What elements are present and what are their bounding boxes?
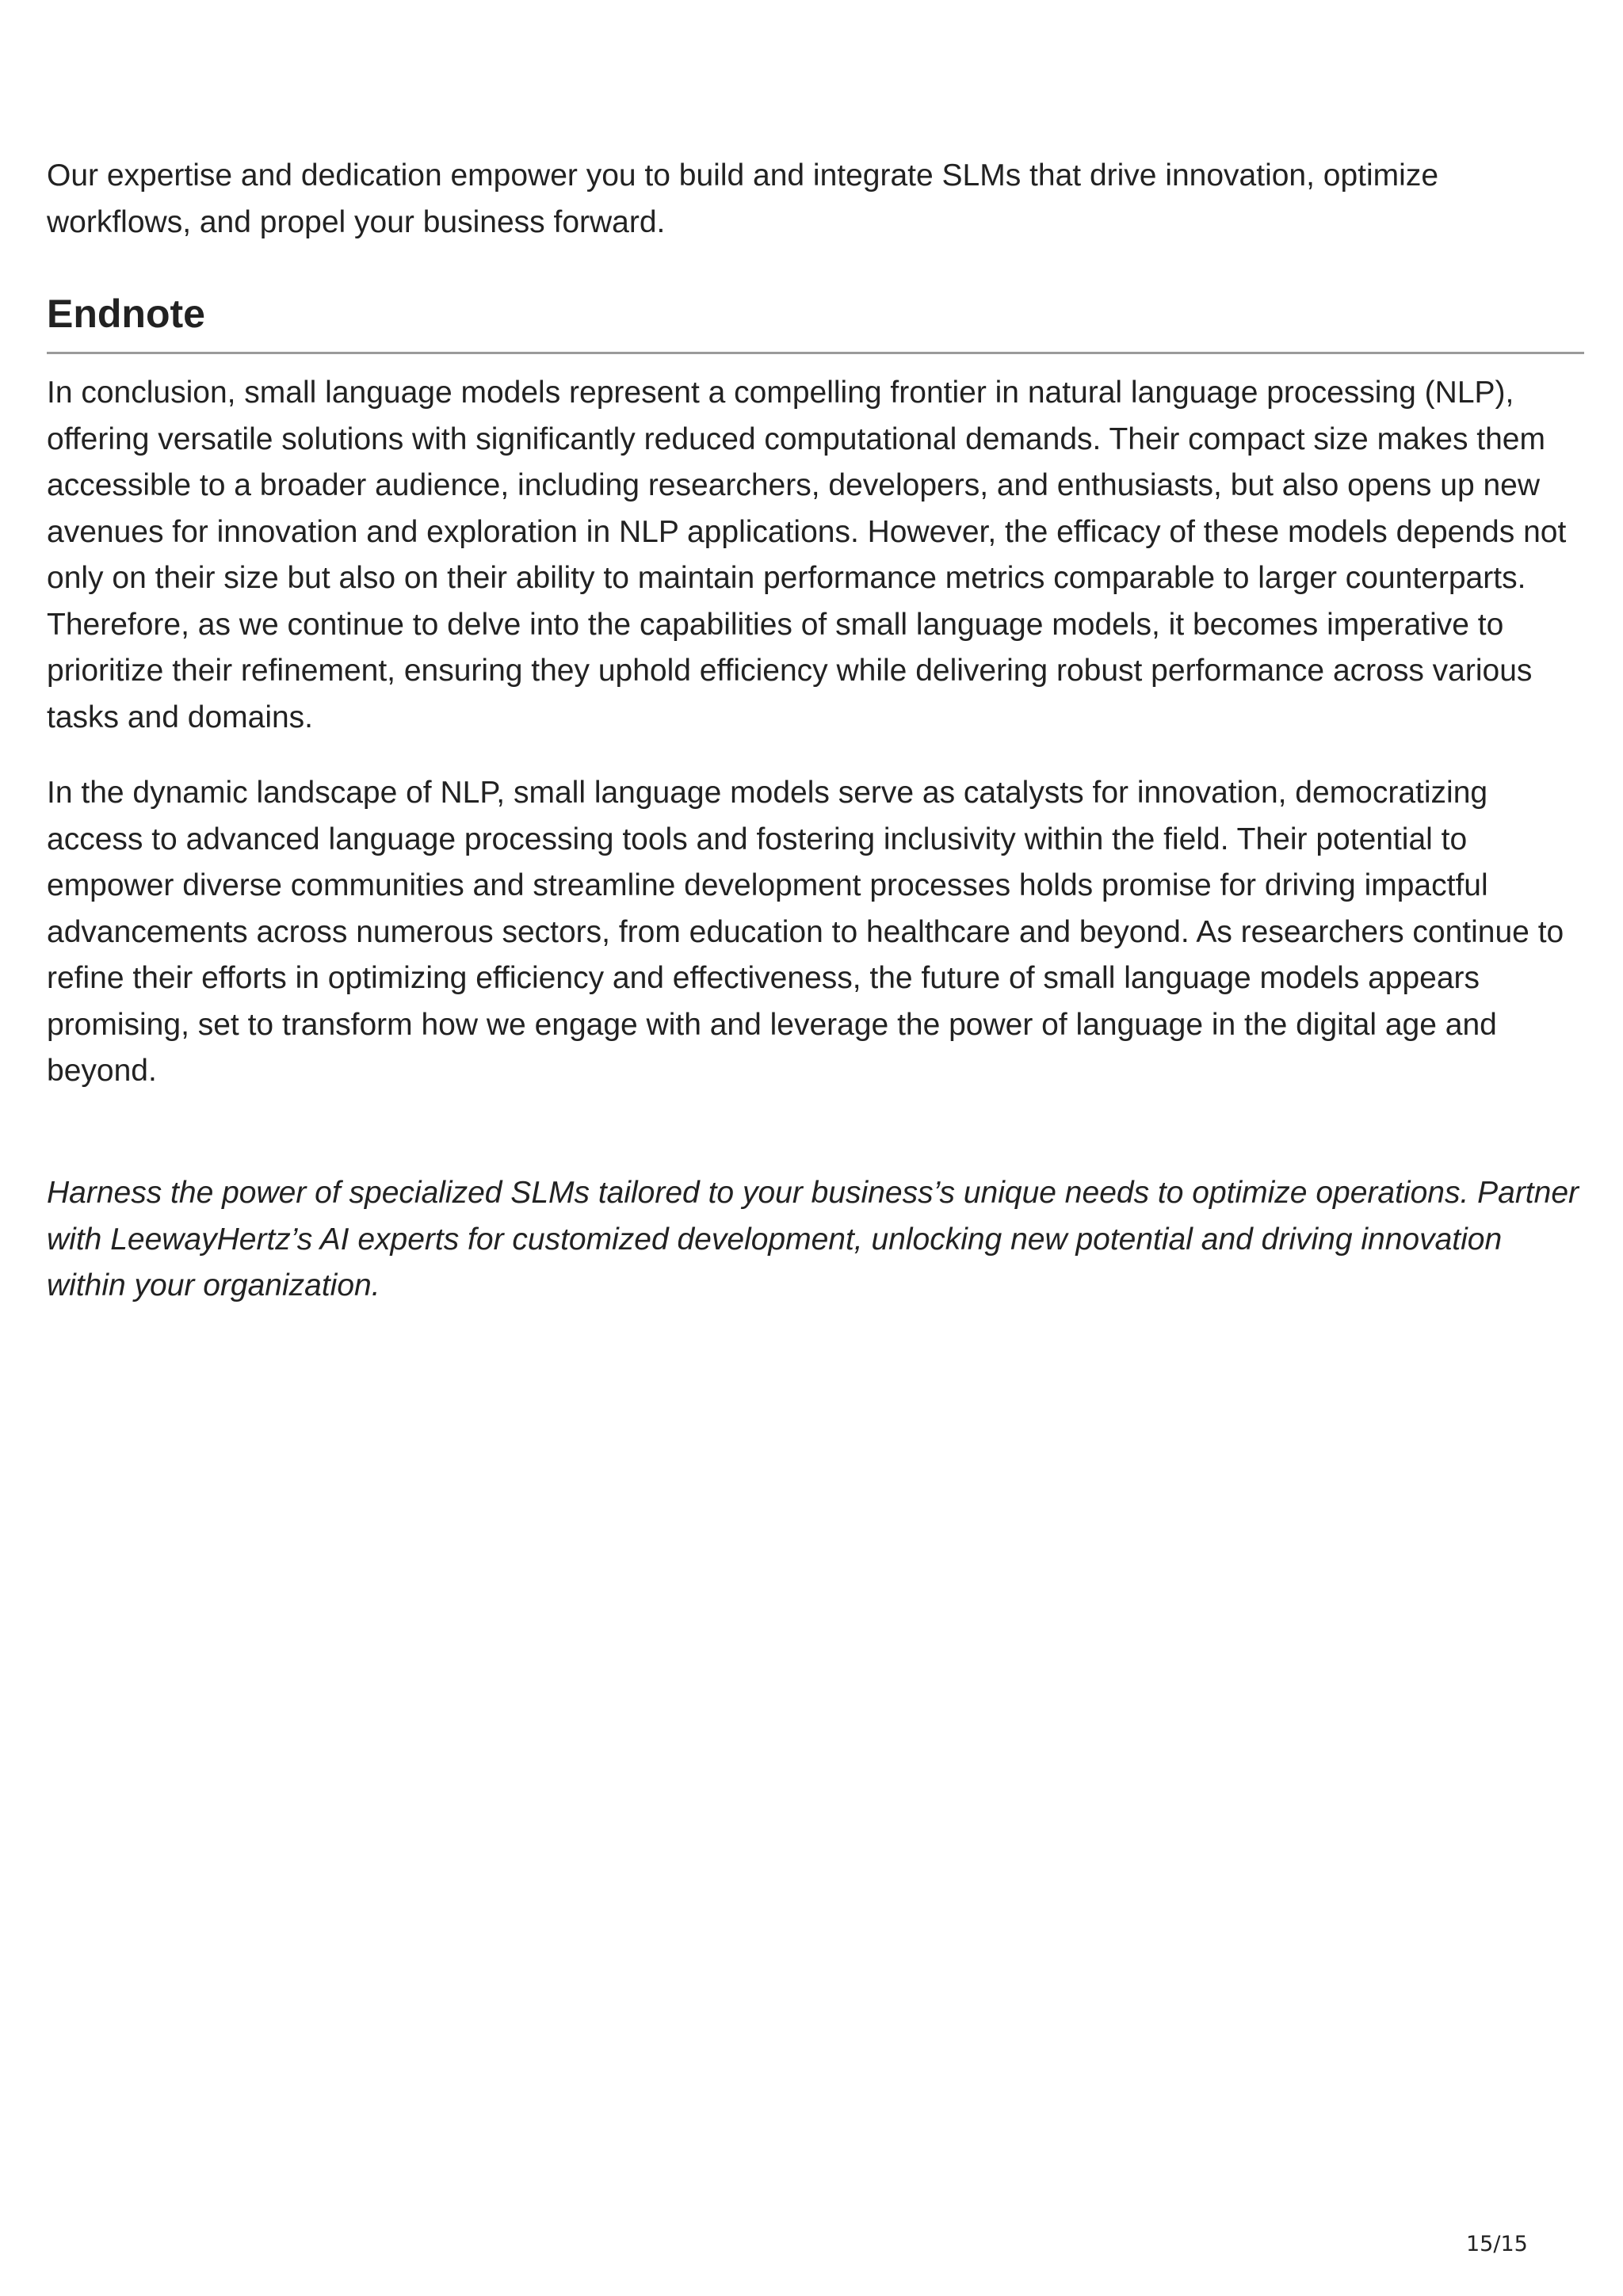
intro-paragraph: Our expertise and dedication empower you to build and integrate SLMs that drive innovation, optimize workflows, and propel your business forward.: [47, 158, 1439, 239]
landscape-paragraph: In the dynamic landscape of NLP, small language models serve as catalysts for innovation, democratizing access to advanced language processing tools and fostering inclusivity within the field. Their potential to empower diverse communities and streamline development processes holds promise for driving impactful advancements across numerous sectors, from education to healthcare and beyond. As researchers continue to refine their efforts in optimizing efficiency and effectiveness, the future of small language models appears promising, set to transform how we engage with and leverage the power of language in the digital age and beyond.: [47, 776, 1564, 1088]
section-heading: Endnote: [47, 292, 205, 336]
conclusion-paragraph: In conclusion, small language models represent a compelling frontier in natural language processing (NLP), offering versatile solutions with significantly reduced computational demands. Their compact size makes them accessible to a broader audience, including researchers, developers, and enthusiasts, but also opens up new avenues for innovation and exploration in NLP applications. However, the efficacy of these models depends not only on their size but also on their ability to maintain performance metrics comparable to larger counterparts. Therefore, as we continue to delve into the capabilities of small language models, it becomes imperative to prioritize their refinement, ensuring they uphold efficiency while delivering robust performance across various tasks and domains.: [47, 376, 1567, 734]
page-number: 15/15: [1466, 2232, 1528, 2256]
call-to-action-paragraph: Harness the power of specialized SLMs tailored to your business’s unique needs to optimize operations. Partner with LeewayHertz’s AI experts for customized development, unlocking new potential and driving innovation within your organization.: [47, 1176, 1579, 1302]
heading-divider: [47, 352, 1584, 354]
